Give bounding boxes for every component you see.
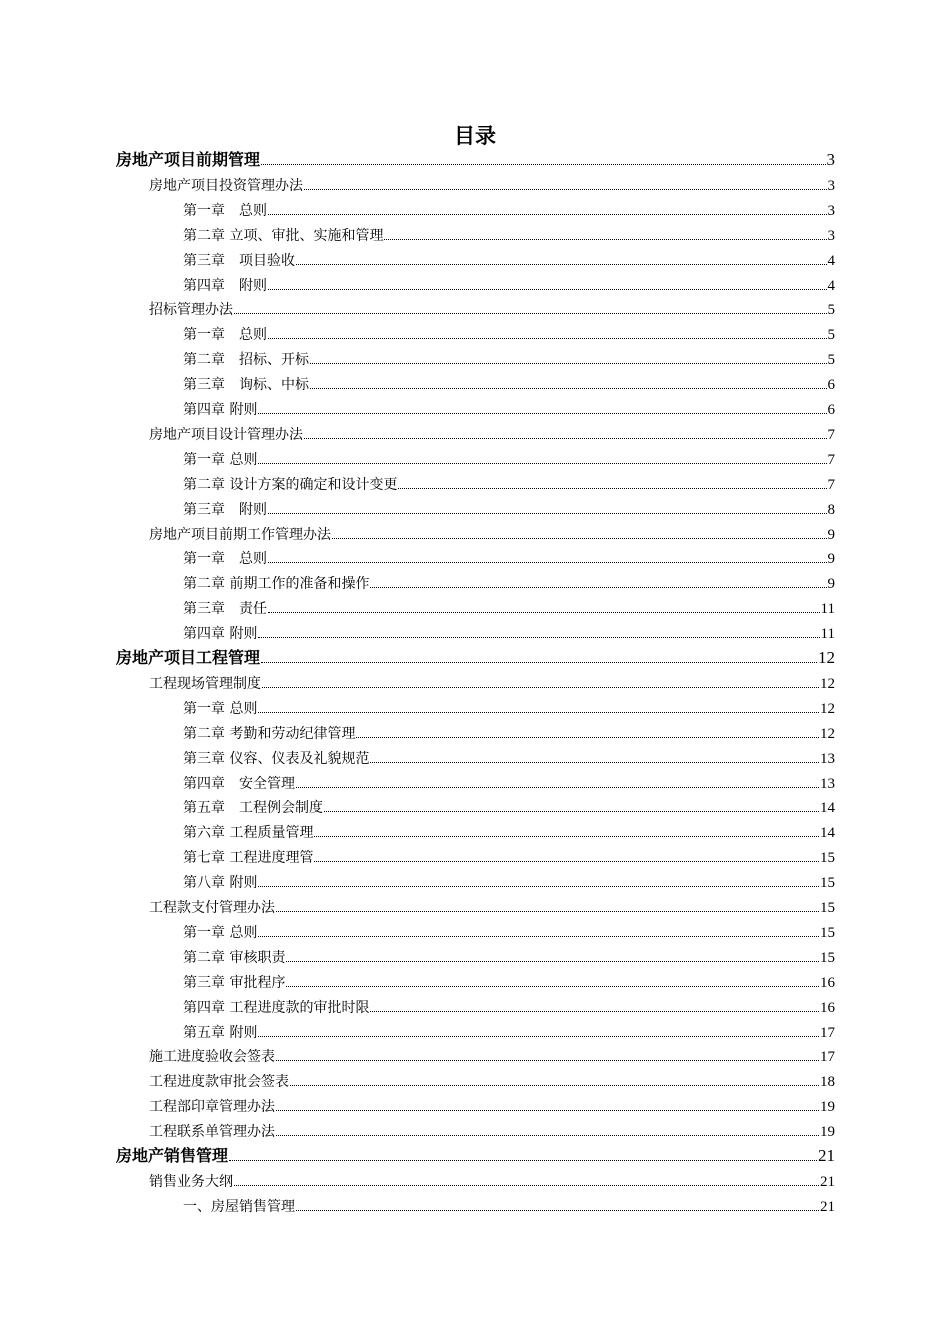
toc-entry-label: 第三章 审批程序 (183, 974, 286, 991)
toc-subsection-entry[interactable] (149, 422, 835, 444)
toc-page-number: 14 (820, 825, 835, 842)
toc-page-number: 3 (827, 177, 835, 194)
toc-page-number: 5 (827, 302, 835, 319)
dot-leader (268, 338, 827, 339)
toc-page-number: 21 (818, 1146, 835, 1165)
toc-chapter-entry[interactable] (183, 372, 835, 394)
toc-entry-label: 第三章 询标、中标 (183, 377, 309, 394)
dot-leader (262, 687, 819, 688)
dot-leader (258, 637, 819, 638)
toc-chapter-entry[interactable] (183, 472, 835, 494)
dot-leader (258, 1036, 819, 1037)
toc-entry-label: 房地产项目投资管理办法 (149, 177, 303, 194)
dot-leader (268, 214, 827, 215)
dot-leader (304, 438, 827, 439)
toc-page-number: 15 (820, 900, 835, 916)
toc-page-number: 21 (820, 1173, 835, 1190)
toc-chapter-entry[interactable] (183, 920, 835, 942)
toc-chapter-entry[interactable] (183, 795, 835, 817)
toc-entry-label: 工程进度款审批会签表 (149, 1074, 289, 1091)
toc-chapter-entry[interactable] (183, 571, 835, 593)
toc-page-number: 3 (826, 150, 835, 169)
toc-subsection-entry[interactable] (149, 1119, 835, 1141)
dot-leader (234, 313, 827, 314)
toc-chapter-entry[interactable] (183, 546, 835, 568)
toc-entry-label: 销售业务大纲 (149, 1173, 233, 1190)
toc-section-heading[interactable] (116, 148, 835, 170)
dot-leader (276, 1135, 819, 1136)
toc-chapter-entry[interactable] (183, 1194, 835, 1216)
dot-leader (258, 936, 819, 937)
toc-page-number: 13 (820, 750, 835, 767)
dot-leader (268, 562, 827, 563)
toc-entry-label: 第三章 附则 (183, 501, 267, 518)
toc-entry-label: 房地产项目工程管理 (116, 648, 261, 667)
toc-page-number: 14 (820, 800, 835, 817)
toc-entry-label: 第一章 总则 (183, 700, 258, 717)
dot-leader (314, 836, 819, 837)
toc-section-heading[interactable] (116, 646, 835, 668)
toc-entry-label: 施工进度验收会签表 (149, 1049, 275, 1066)
dot-leader (332, 538, 827, 539)
toc-page-number: 19 (820, 1124, 835, 1141)
toc-chapter-entry[interactable] (183, 820, 835, 842)
toc-subsection-entry[interactable] (149, 1069, 835, 1091)
dot-leader (296, 264, 827, 265)
toc-entry-label: 第三章 仪容、仪表及礼貌规范 (183, 750, 370, 767)
toc-section-heading[interactable] (116, 1144, 835, 1166)
toc-page-number: 9 (827, 576, 835, 593)
dot-leader (234, 1185, 819, 1186)
toc-page-number: 8 (827, 501, 835, 518)
dot-leader (229, 1160, 817, 1161)
toc-entry-label: 第四章 附则 (183, 277, 267, 294)
toc-page-number: 9 (827, 551, 835, 568)
toc-chapter-entry[interactable] (183, 845, 835, 867)
toc-subsection-entry[interactable] (149, 895, 835, 917)
toc-page-number: 5 (827, 327, 835, 344)
toc-page-number: 13 (820, 775, 835, 792)
toc-page-number: 5 (827, 352, 835, 369)
toc-page-number: 12 (820, 725, 835, 742)
dot-leader (286, 961, 819, 962)
dot-leader (276, 911, 819, 912)
dot-leader (370, 587, 826, 588)
toc-entry-label: 房地产项目设计管理办法 (149, 426, 303, 443)
toc-page-number: 17 (820, 1049, 835, 1066)
dot-leader (314, 861, 819, 862)
toc-subsection-entry[interactable] (149, 1094, 835, 1116)
toc-chapter-entry[interactable] (183, 447, 835, 469)
dot-leader (268, 513, 827, 514)
toc-entry-label: 第一章 总则 (183, 451, 258, 468)
toc-chapter-entry[interactable] (183, 945, 835, 967)
toc-page-number: 16 (820, 999, 835, 1016)
toc-chapter-entry[interactable] (183, 273, 835, 295)
dot-leader (258, 712, 819, 713)
toc-page-number: 15 (820, 949, 835, 966)
dot-leader (258, 463, 826, 464)
toc-subsection-entry[interactable] (149, 671, 835, 693)
toc-chapter-entry[interactable] (183, 596, 835, 618)
toc-page-number: 15 (820, 924, 835, 941)
toc-chapter-entry[interactable] (183, 771, 835, 793)
toc-entry-label: 工程款支付管理办法 (149, 900, 275, 916)
toc-page-number: 7 (827, 426, 835, 443)
toc-chapter-entry[interactable] (183, 870, 835, 892)
toc-chapter-entry[interactable] (183, 746, 835, 768)
toc-entry-label: 房地产项目前期工作管理办法 (149, 526, 331, 543)
toc-entry-label: 第二章 立项、审批、实施和管理 (183, 227, 384, 244)
toc-entry-label: 第一章 总则 (183, 551, 267, 568)
toc-entry-label: 第五章 附则 (183, 1024, 258, 1041)
toc-entry-label: 第一章 总则 (183, 327, 267, 344)
toc-subsection-entry[interactable] (149, 173, 835, 195)
dot-leader (398, 488, 826, 489)
toc-chapter-entry[interactable] (183, 248, 835, 270)
toc-chapter-entry[interactable] (183, 995, 835, 1017)
dot-leader (258, 886, 819, 887)
toc-page-number: 17 (820, 1024, 835, 1041)
toc-entry-label: 第四章 安全管理 (183, 775, 295, 792)
toc-chapter-entry[interactable] (183, 621, 835, 643)
toc-entry-label: 房地产销售管理 (116, 1146, 229, 1165)
toc-page-number: 3 (827, 227, 835, 244)
toc-page-number: 9 (827, 526, 835, 543)
dot-leader (370, 762, 819, 763)
dot-leader (276, 1060, 819, 1061)
toc-entry-label: 招标管理办法 (149, 302, 233, 319)
toc-page-number: 6 (827, 377, 835, 394)
toc-page-number: 4 (827, 277, 835, 294)
dot-leader (370, 1011, 819, 1012)
dot-leader (310, 363, 827, 364)
dot-leader (310, 388, 827, 389)
toc-page-number: 21 (820, 1198, 835, 1215)
toc-chapter-entry[interactable] (183, 322, 835, 344)
dot-leader (384, 239, 826, 240)
toc-chapter-entry[interactable] (183, 347, 835, 369)
dot-leader (286, 986, 819, 987)
toc-entry-label: 第四章 附则 (183, 402, 258, 418)
toc-chapter-entry[interactable] (183, 721, 835, 743)
toc-page-number: 12 (820, 700, 835, 717)
toc-chapter-entry[interactable] (183, 397, 835, 419)
toc-page-number: 15 (820, 875, 835, 892)
toc-chapter-entry[interactable] (183, 497, 835, 519)
toc-page-number: 15 (820, 850, 835, 867)
toc-entry-label: 第七章 工程进度理管 (183, 850, 314, 867)
toc-entry-label: 第三章 责任 (183, 601, 267, 618)
toc-page-number: 12 (818, 648, 835, 667)
dot-leader (296, 1210, 819, 1211)
toc-page-number: 11 (820, 601, 835, 618)
toc-chapter-entry[interactable] (183, 970, 835, 992)
dot-leader (290, 1085, 819, 1086)
toc-entry-label: 房地产项目前期管理 (116, 150, 261, 169)
toc-entry-label: 工程部印章管理办法 (149, 1099, 275, 1116)
toc-entry-label: 第二章 审核职责 (183, 949, 286, 966)
toc-chapter-entry[interactable] (183, 223, 835, 245)
dot-leader (304, 189, 827, 190)
toc-page-number: 4 (827, 252, 835, 269)
toc-entry-label: 第二章 设计方案的确定和设计变更 (183, 476, 398, 493)
toc-entry-label: 第一章 总则 (183, 924, 258, 941)
dot-leader (258, 413, 826, 414)
toc-entry-label: 第二章 考勤和劳动纪律管理 (183, 725, 356, 742)
dot-leader (296, 787, 819, 788)
toc-page-number: 7 (827, 451, 835, 468)
toc-entry-label: 工程现场管理制度 (149, 675, 261, 692)
dot-leader (276, 1110, 819, 1111)
toc-subsection-entry[interactable] (149, 1169, 835, 1191)
dot-leader (261, 662, 817, 663)
toc-entry-label: 第六章 工程质量管理 (183, 825, 314, 842)
toc-entry-label: 第一章 总则 (183, 202, 267, 219)
toc-entry-label: 第二章 招标、开标 (183, 352, 309, 369)
dot-leader (356, 737, 819, 738)
toc-page-number: 6 (827, 402, 835, 418)
toc-entry-label: 第四章 附则 (183, 626, 258, 643)
toc-page-number: 3 (827, 202, 835, 219)
toc-entry-label: 第四章 工程进度款的审批时限 (183, 999, 370, 1016)
toc-subsection-entry[interactable] (149, 1044, 835, 1066)
toc-entry-label: 一、房屋销售管理 (183, 1198, 295, 1215)
toc-page-number: 7 (827, 476, 835, 493)
dot-leader (261, 164, 825, 165)
toc-entry-label: 第二章 前期工作的准备和操作 (183, 576, 370, 593)
toc-entry-label: 第三章 项目验收 (183, 252, 295, 269)
toc-chapter-entry[interactable] (183, 696, 835, 718)
toc-page-number: 11 (820, 626, 835, 643)
toc-page-number: 19 (820, 1099, 835, 1116)
toc-chapter-entry[interactable] (183, 198, 835, 220)
toc-entry-label: 第八章 附则 (183, 875, 258, 892)
toc-page-number: 16 (820, 974, 835, 991)
toc-subsection-entry[interactable] (149, 297, 835, 319)
toc-subsection-entry[interactable] (149, 522, 835, 544)
dot-leader (268, 612, 820, 613)
toc-page-number: 18 (820, 1074, 835, 1091)
toc-entry-label: 第五章 工程例会制度 (183, 800, 323, 817)
dot-leader (324, 811, 819, 812)
toc-title: 目录 (454, 124, 496, 148)
toc-page-number: 12 (820, 675, 835, 692)
toc-entry-label: 工程联系单管理办法 (149, 1124, 275, 1141)
dot-leader (268, 289, 827, 290)
toc-chapter-entry[interactable] (183, 1020, 835, 1042)
